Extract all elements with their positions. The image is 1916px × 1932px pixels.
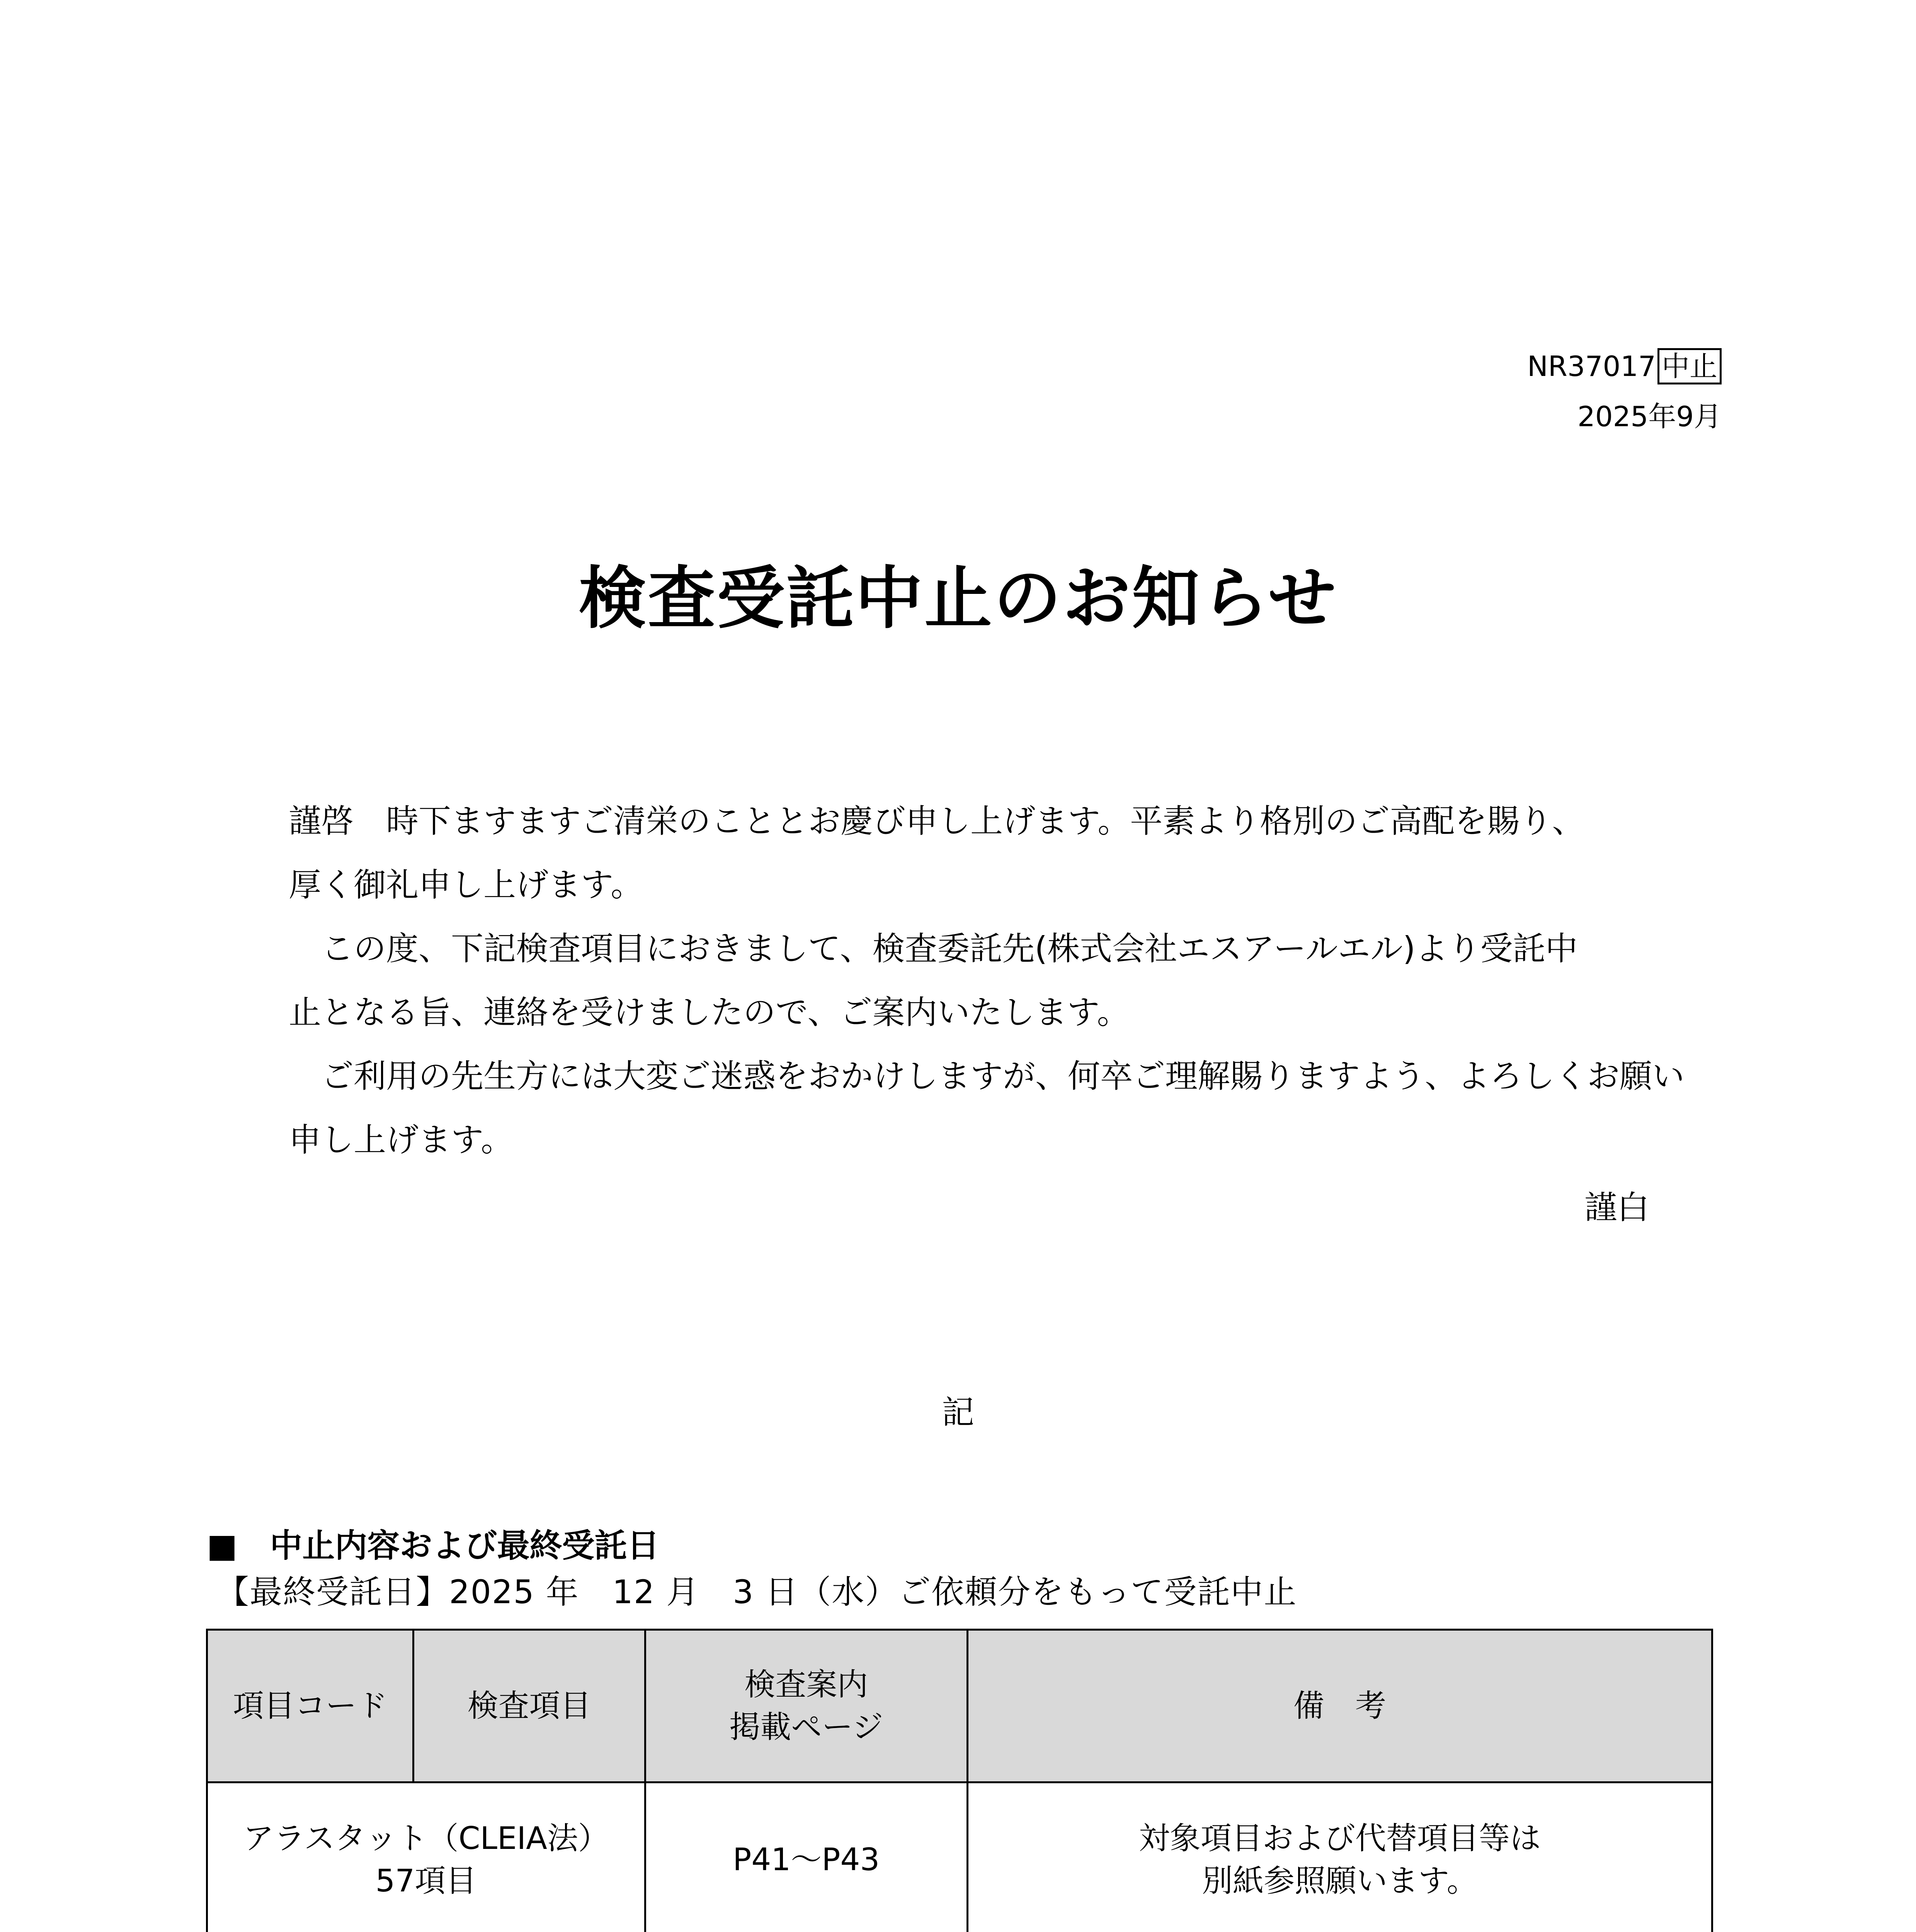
body-line-2: 厚く御礼申し上げます。: [289, 866, 643, 904]
document-number: [1527, 347, 1722, 386]
cell-remarks-line-2: 別紙参照願います。: [1202, 1862, 1478, 1899]
cell-remarks: [967, 1782, 1712, 1932]
header-guide-page-line-2: 掲載ページ: [729, 1709, 883, 1745]
header-guide-page: [645, 1630, 967, 1782]
cell-test-item: [207, 1782, 645, 1932]
discontinued-items-table: [206, 1629, 1713, 1932]
cell-test-item-line-1: アラスタット（CLEIA法）: [243, 1820, 609, 1856]
section-heading: ■ 中止内容および最終受託日: [207, 1527, 660, 1565]
document-date: 2025年9月: [1577, 400, 1722, 433]
cancellation-badge: 中止: [1657, 348, 1722, 384]
cell-test-item-line-2: 57項目: [375, 1862, 477, 1899]
header-remarks: 備 考: [967, 1630, 1712, 1782]
table-row: [207, 1782, 1712, 1932]
record-marker: 記: [941, 1393, 974, 1431]
body-line-6: 申し上げます。: [289, 1121, 514, 1159]
page-title: 検査受託中止のお知らせ: [579, 560, 1337, 638]
header-guide-page-line-1: 検査案内: [744, 1667, 868, 1702]
header-item-code: 項目コード: [207, 1630, 413, 1782]
closing-salutation: 謹白: [1584, 1189, 1649, 1226]
cell-remarks-line-1: 対象項目および代替項目等は: [1138, 1820, 1541, 1856]
cell-guide-pages: P41～P43: [645, 1782, 967, 1932]
body-line-1: 謹啓 時下ますますご清栄のこととお慶び申し上げます。平素より格別のご高配を賜り、: [289, 802, 1585, 840]
body-line-5: ご利用の先生方には大変ご迷惑をおかけしますが、何卒ご理解賜りますよう、よろしくお願い: [289, 1057, 1685, 1095]
final-acceptance-date: 【最終受託日】2025 年 12 月 3 日（水）ご依頼分をもって受託中止: [216, 1573, 1297, 1611]
table-header-row: [207, 1630, 1712, 1782]
body-line-4: 止となる旨、連絡を受けましたので、ご案内いたします。: [289, 993, 1130, 1031]
document-number-code: NR37017: [1527, 350, 1656, 383]
header-test-item: 検査項目: [413, 1630, 645, 1782]
body-line-3: この度、下記検査項目におきまして、検査委託先(株式会社エスアールエル)より受託中: [289, 930, 1578, 968]
